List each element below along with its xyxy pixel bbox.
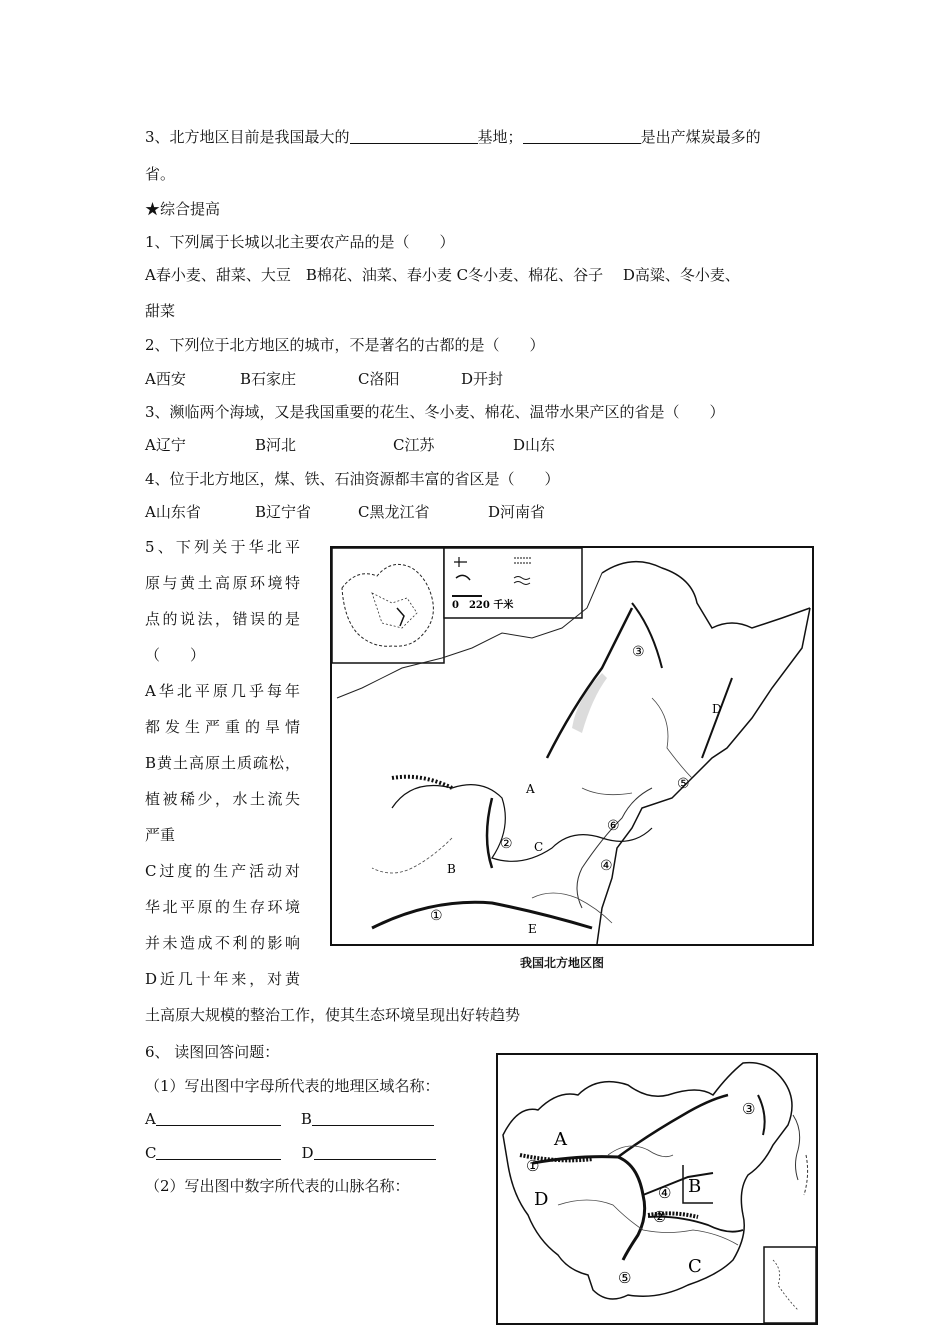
map2-number-1: ① [526, 1157, 540, 1175]
map1-number-4: ④ [600, 858, 613, 874]
answer-blank[interactable] [523, 128, 641, 144]
q5-option-c[interactable]: C过度的生产活动对 [145, 862, 300, 880]
question-1-stem: 1、下列属于长城以北主要农产品的是（ ） [145, 233, 455, 251]
answer-row-ab: A B [145, 1109, 434, 1129]
option-d[interactable]: D山东 [513, 436, 556, 454]
answer-blank-d[interactable] [314, 1144, 436, 1160]
answer-blank[interactable] [350, 128, 478, 144]
map1-number-3: ③ [632, 644, 645, 660]
option-b[interactable]: B石家庄 [240, 370, 297, 388]
option-a[interactable]: A山东省 [145, 503, 201, 521]
map1-letter-b: B [447, 862, 456, 876]
answer-blank-c[interactable] [156, 1144, 281, 1160]
china-regions-map-drawing [498, 1055, 816, 1323]
map1-number-1: ① [430, 908, 443, 924]
option-a[interactable]: A西安 [145, 370, 186, 388]
q5-option-b[interactable]: B黄土高原土质疏松， [145, 754, 300, 772]
q5-option-d[interactable]: D近几十年来，对黄 [145, 970, 300, 988]
question-6-sub1: （1）写出图中字母所代表的地理区域名称： [145, 1077, 440, 1095]
answer-row-cd: C D [145, 1143, 436, 1163]
question-2-stem: 2、下列位于北方地区的城市，不是著名的古都的是（ ） [145, 336, 545, 354]
question-4-stem: 4、位于北方地区，煤、铁、石油资源都丰富的省区是（ ） [145, 470, 560, 488]
map1-letter-c: C [534, 840, 544, 854]
map2-number-5: ⑤ [618, 1269, 632, 1287]
question-1-options-cont: 甜菜 [145, 302, 176, 320]
question-2-options [145, 369, 503, 389]
question-4-options [145, 502, 545, 522]
map1-number-6: ⑥ [607, 818, 620, 834]
north-region-map-drawing [332, 548, 812, 944]
question-1-options: A春小麦、甜菜、大豆 B棉花、油菜、春小麦 C冬小麦、棉花、谷子 D高粱、冬小麦、 [145, 266, 740, 284]
map1-number-2: ② [500, 836, 513, 852]
map2-letter-c: C [688, 1256, 702, 1277]
map1-number-5: ⑤ [677, 776, 690, 792]
map1-caption: 我国北方地区图 [520, 956, 605, 970]
map2-number-3: ③ [742, 1100, 756, 1118]
q3-fill-line: 3、北方地区目前是我国最大的 基地； 是出产煤炭最多的 [145, 128, 761, 146]
option-d[interactable]: D河南省 [488, 503, 546, 521]
question-3-stem: 3、濒临两个海域，又是我国重要的花生、冬小麦、棉花、温带水果产区的省是（ ） [145, 403, 725, 421]
map2-number-4: ④ [658, 1184, 672, 1202]
q5-option-a[interactable]: A华北平原几乎每年 [145, 682, 300, 700]
answer-blank-b[interactable] [312, 1110, 434, 1126]
map2-letter-d: D [534, 1189, 549, 1210]
answer-blank-a[interactable] [156, 1110, 281, 1126]
option-a[interactable]: A辽宁 [145, 436, 186, 454]
option-c[interactable]: C江苏 [393, 436, 435, 454]
q3-fill-cont: 省。 [145, 165, 176, 183]
scale-label: 0 220 千米 [452, 600, 514, 611]
option-d[interactable]: D开封 [461, 370, 504, 388]
map2-letter-a: A [554, 1129, 567, 1150]
question-6-stem: 6、 读图回答问题： [145, 1043, 280, 1061]
map2-letter-b: B [688, 1176, 702, 1197]
section-title: ★综合提高 [145, 200, 221, 218]
map1-letter-e: E [528, 922, 537, 936]
question-5-tail: 土高原大规模的整治工作，使其生态环境呈现出好转趋势 [145, 1006, 521, 1024]
china-regions-map [496, 1053, 818, 1325]
question-6-sub2: （2）写出图中数字所代表的山脉名称： [145, 1177, 410, 1195]
north-region-map [330, 546, 814, 946]
option-b[interactable]: B辽宁省 [255, 503, 312, 521]
map1-letter-a: A [526, 782, 535, 796]
map1-letter-d: D [712, 702, 722, 716]
option-c[interactable]: C黑龙江省 [358, 503, 430, 521]
map2-number-2: ② [653, 1208, 667, 1226]
option-b[interactable]: B河北 [255, 436, 297, 454]
option-c[interactable]: C洛阳 [358, 370, 400, 388]
question-3-options [145, 435, 555, 455]
